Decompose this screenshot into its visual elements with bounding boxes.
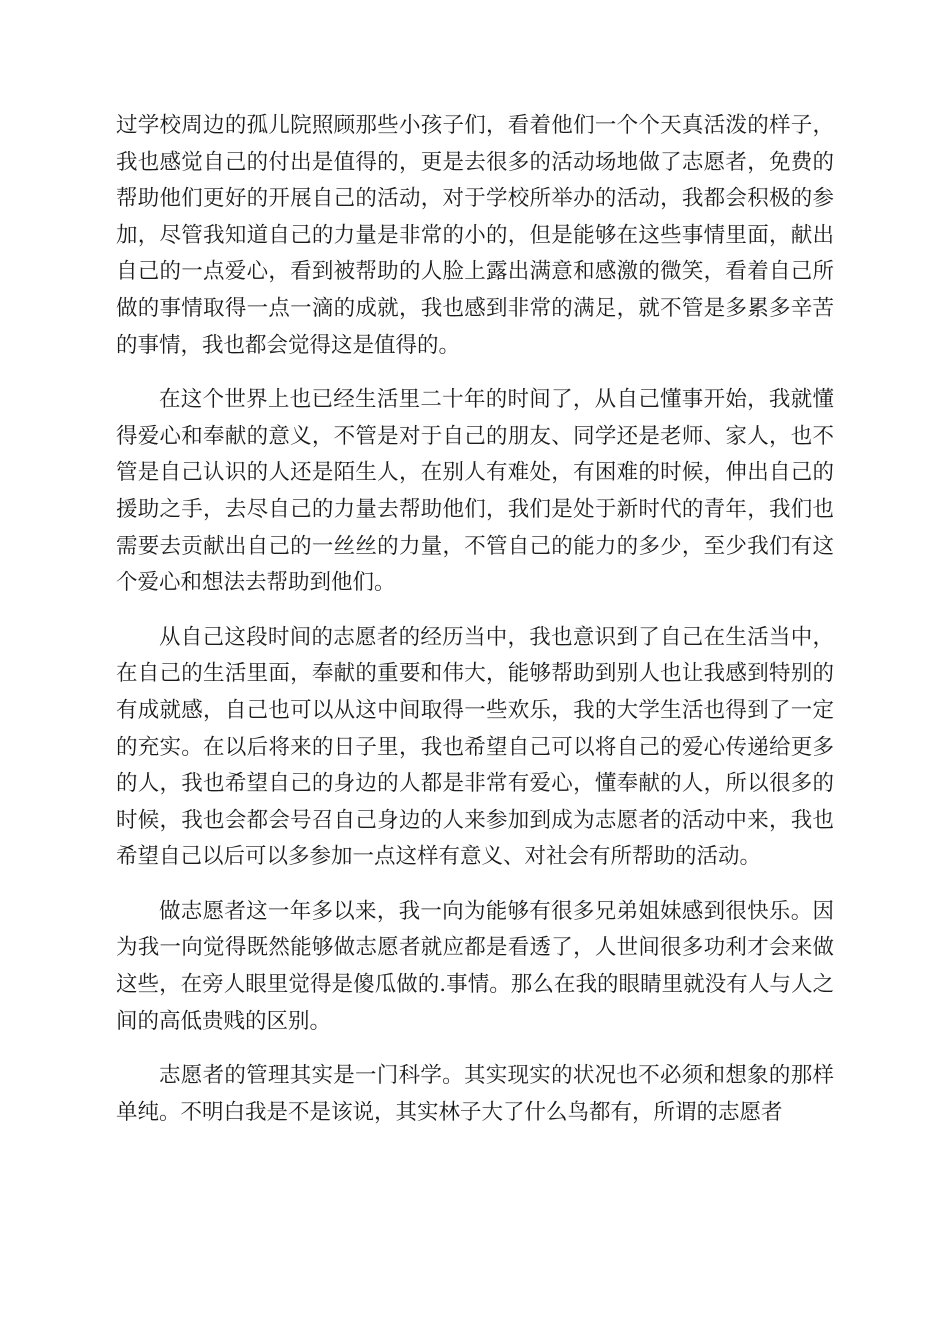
paragraph-3: 从自己这段时间的志愿者的经历当中，我也意识到了自己在生活当中，在自己的生活里面，奉献的重要和伟大，能够帮助到别人也让我感到特别的有成就感，自己也可以从这中间取得一些欢乐，我的大学生活也得到了一定的充实。在以后将来的日子里，我也希望自己可以将自己的爱心传递给更多的人，我也希望自己的身边的人都是非常有爱心，懂奉献的人，所以很多的时候，我也会都会号召自己身边的人来参加到成为志愿者的活动中来，我也希望自己以后可以多参加一点这样有意义、对社会有所帮助的活动。	[116, 624, 834, 870]
document-body	[116, 108, 834, 1149]
paragraph-4: 做志愿者这一年多以来，我一向为能够有很多兄弟姐妹感到很快乐。因为我一向觉得既然能够做志愿者就应都是看透了，人世间很多功利才会来做这些，在旁人眼里觉得是傻瓜做的.事情。那么在我的眼睛里就没有人与人之间的高低贵贱的区别。	[116, 898, 834, 1034]
paragraph-1: 过学校周边的孤儿院照顾那些小孩子们，看着他们一个个天真活泼的样子，我也感觉自己的付出是值得的，更是去很多的活动场地做了志愿者，免费的帮助他们更好的开展自己的活动，对于学校所举办的活动，我都会积极的参加，尽管我知道自己的力量是非常的小的，但是能够在这些事情里面，献出自己的一点爱心，看到被帮助的人脸上露出满意和感激的微笑，看着自己所做的事情取得一点一滴的成就，我也感到非常的满足，就不管是多累多辛苦的事情，我也都会觉得这是值得的。	[116, 113, 834, 358]
paragraph-2: 在这个世界上也已经生活里二十年的时间了，从自己懂事开始，我就懂得爱心和奉献的意义，不管是对于自己的朋友、同学还是老师、家人，也不管是自己认识的人还是陌生人，在别人有难处，有困难的时候，伸出自己的援助之手，去尽自己的力量去帮助他们，我们是处于新时代的青年，我们也需要去贡献出自己的一丝丝的力量，不管自己的能力的多少，至少我们有这个爱心和想法去帮助到他们。	[116, 387, 834, 596]
paragraph-5: 志愿者的管理其实是一门科学。其实现实的状况也不必须和想象的那样单纯。不明白我是不是该说，其实林子大了什么鸟都有，所谓的志愿者	[116, 1063, 834, 1125]
